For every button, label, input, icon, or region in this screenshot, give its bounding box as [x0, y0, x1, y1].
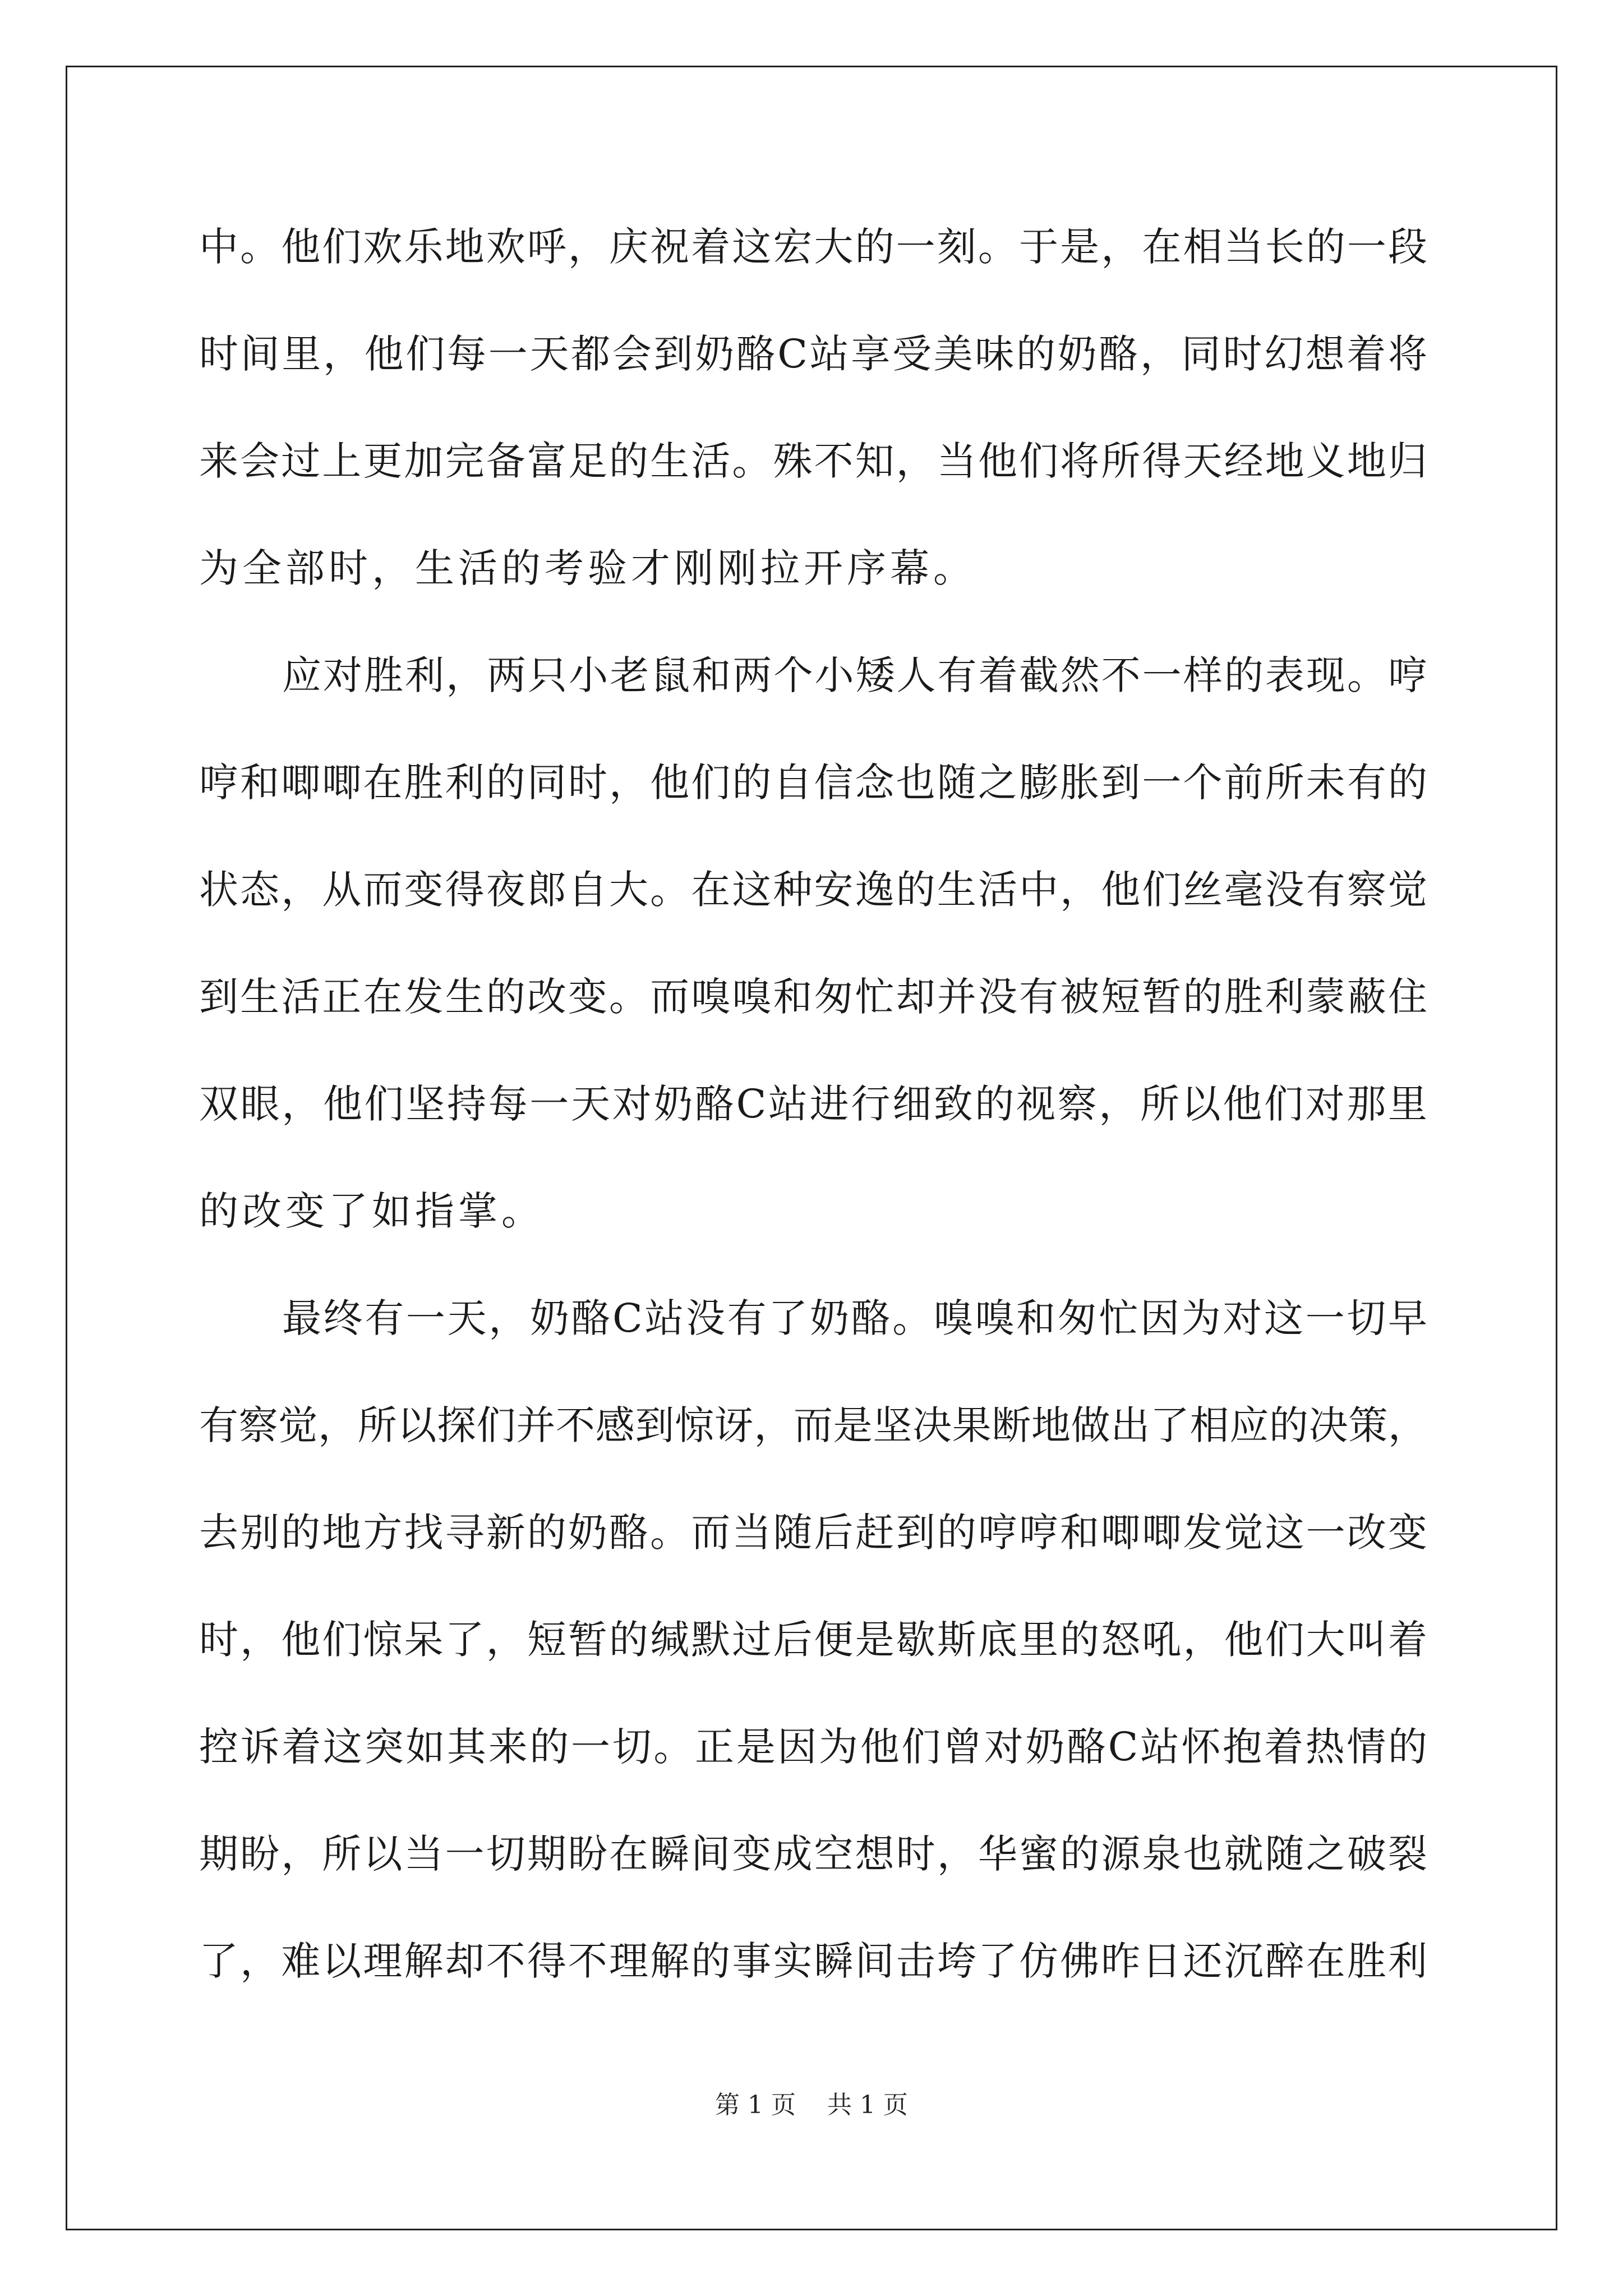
footer-gap	[796, 2091, 827, 2119]
page-total: 共 1 页	[827, 2091, 908, 2119]
document-body	[199, 213, 1427, 2035]
text-line: 时，他们惊呆了，短暂的缄默过后便是歇斯底里的怒吼，他们大叫着	[199, 1617, 1427, 1663]
text-line: 应对胜利，两只小老鼠和两个小矮人有着截然不一样的表现。哼	[282, 652, 1427, 698]
text-line: 双眼，他们坚持每一天对奶酪C站进行细致的视察，所以他们对那里	[199, 1081, 1427, 1127]
text-line: 时间里，他们每一天都会到奶酪C站享受美味的奶酪，同时幻想着将	[199, 331, 1427, 377]
text-line: 到生活正在发生的改变。而嗅嗅和匆忙却并没有被短暂的胜利蒙蔽住	[199, 974, 1427, 1020]
text-line: 期盼，所以当一切期盼在瞬间变成空想时，华蜜的源泉也就随之破裂	[199, 1831, 1427, 1877]
text-line: 中。他们欢乐地欢呼，庆祝着这宏大的一刻。于是，在相当长的一段	[199, 224, 1427, 270]
text-line: 去别的地方找寻新的奶酪。而当随后赶到的哼哼和唧唧发觉这一改变	[199, 1510, 1427, 1556]
text-line: 有察觉，所以探们并不感到惊讶，而是坚决果断地做出了相应的决策，	[199, 1402, 1427, 1448]
text-line: 状态，从而变得夜郎自大。在这种安逸的生活中，他们丝毫没有察觉	[199, 867, 1427, 913]
text-line: 为全部时，生活的考验才刚刚拉开序幕。	[199, 545, 976, 591]
text-line: 来会过上更加完备富足的生活。殊不知，当他们将所得天经地义地归	[199, 438, 1427, 484]
text-line: 哼和唧唧在胜利的同时，他们的自信念也随之膨胀到一个前所未有的	[199, 760, 1427, 806]
page-footer	[0, 2090, 1623, 2121]
text-line: 控诉着这突如其来的一切。正是因为他们曾对奶酪C站怀抱着热情的	[199, 1724, 1427, 1770]
text-line: 了，难以理解却不得不理解的事实瞬间击垮了仿佛昨日还沉醉在胜利	[199, 1938, 1427, 1984]
text-line: 最终有一天，奶酪C站没有了奶酪。嗅嗅和匆忙因为对这一切早	[282, 1295, 1427, 1341]
page-number: 第 1 页	[715, 2091, 796, 2119]
text-line: 的改变了如指掌。	[199, 1188, 545, 1234]
